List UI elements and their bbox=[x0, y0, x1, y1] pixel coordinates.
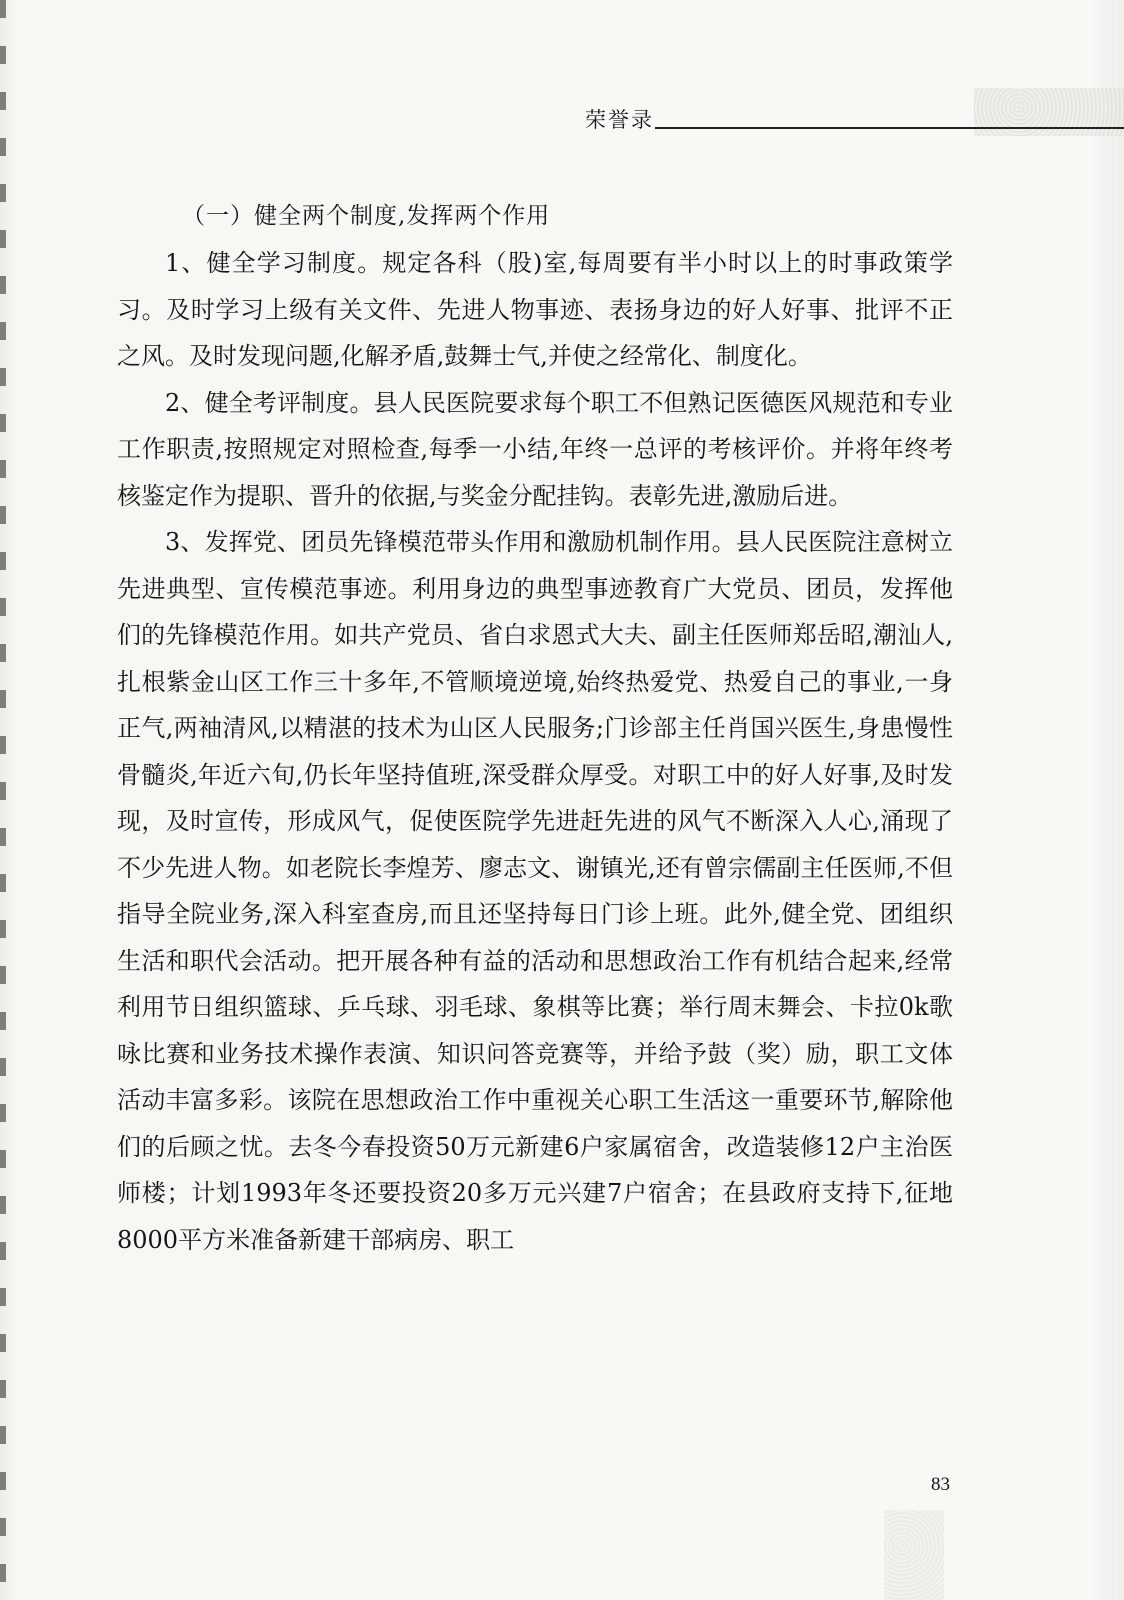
running-header-title: 荣誉录 bbox=[585, 108, 654, 132]
binding-shadow bbox=[0, 0, 6, 1600]
body-text bbox=[117, 192, 953, 1263]
paragraph-2: 2、健全考评制度。县人民医院要求每个职工不但熟记医德医风规范和专业工作职责,按照规定对照检查,每季一小结,年终一总评的考核评价。并将年终考核鉴定作为提职、晋升的依据,与奖金分配挂钩。表彰先进,激励后进。 bbox=[117, 388, 953, 510]
header-rule bbox=[655, 127, 1124, 129]
page-number: 83 bbox=[931, 1474, 950, 1495]
paragraph-1: 1、健全学习制度。规定各科（股)室,每周要有半小时以上的时事政策学习。及时学习上级有关文件、先进人物事迹、表扬身边的好人好事、批评不正之风。及时发现问题,化解矛盾,鼓舞士气,并使之经常化、制度化。 bbox=[117, 249, 953, 370]
paragraph-3: 3、发挥党、团员先锋模范带头作用和激励机制作用。县人民医院注意树立先进典型、宣传模范事迹。利用身边的典型事迹教育广大党员、团员，发挥他们的先锋模范作用。如共产党员、省白求恩式大夫、副主任医师郑岳昭,潮汕人,扎根紫金山区工作三十多年,不管顺境逆境,始终热爱党、热爱自己的事业,一身正气,两袖清风,以精湛的技术为山区人民服务;门诊部主任肖国兴医生,身患慢性骨髓炎,年近六旬,仍长年坚持值班,深受群众厚受。对职工中的好人好事,及时发现，及时宣传，形成风气，促使医院学先进赶先进的风气不断深入人心,涌现了不少先进人物。如老院长李煌芳、廖志文、谢镇光,还有曾宗儒副主任医师,不但指导全院业务,深入科室查房,而且还坚持每日门诊上班。此外,健全党、团组织生活和职代会活动。把开展各种有益的活动和思想政治工作有机结合起来,经常利用节日组织篮球、乒乓球、羽毛球、象棋等比赛；举行周末舞会、卡拉0k歌咏比赛和业务技术操作表演、知识问答竞赛等，并给予鼓（奖）励，职工文体活动丰富多彩。该院在思想政治工作中重视关心职工生活这一重要环节,解除他们的后顾之忧。去冬今春投资50万元新建6户家属宿舍，改造装修12户主治医师楼；计划1993年冬还要投资20多万元兴建7户宿舍；在县政府支持下,征地8000平方米准备新建干部病房、职工 bbox=[117, 528, 953, 1254]
scan-noise-bottom bbox=[884, 1510, 944, 1600]
section-heading: （一）健全两个制度,发挥两个作用 bbox=[182, 203, 551, 229]
